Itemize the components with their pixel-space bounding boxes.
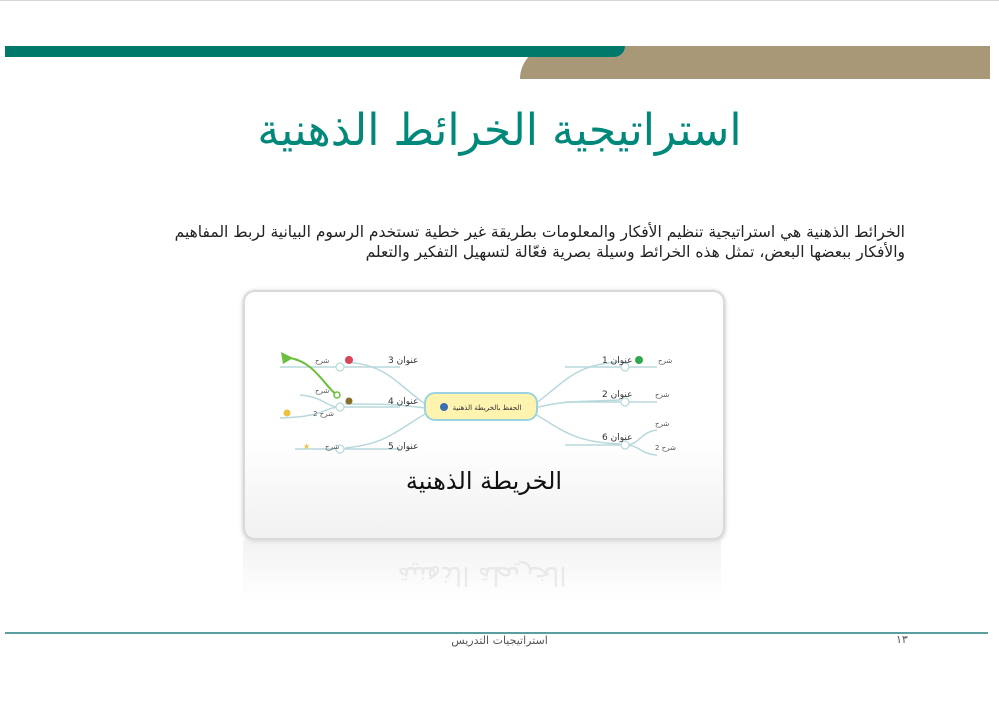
top-border bbox=[0, 0, 999, 1]
topic-4-label: عنوان 4 bbox=[388, 397, 419, 407]
center-node-label: الحفظ بالخريطة الذهنية bbox=[452, 404, 522, 412]
topic-4-note-1: شرح bbox=[315, 387, 330, 395]
topic-1-note: شرح bbox=[658, 357, 673, 365]
slide-body-text: الخرائط الذهنية هي استراتيجية تنظيم الأفكار والمعلومات بطريقة غير خطية تستخدم الرسوم البيانية لربط المفاهيم والأفكار ببعضها البعض، تمثل هذه الخرائط وسيلة بصرية فعّالة لتسهيل التفكير والتعلم bbox=[174, 223, 905, 261]
topic-2-note: شرح bbox=[655, 391, 670, 399]
topic-3-note: شرح bbox=[315, 357, 330, 365]
moon-icon bbox=[284, 410, 291, 417]
topic-6-note-2: شرح 2 bbox=[655, 444, 676, 452]
mindmap-diagram bbox=[245, 292, 723, 538]
star-icon: ★ bbox=[303, 442, 311, 451]
topic-6-note-1: شرح bbox=[655, 420, 670, 428]
page-number: ١٣ bbox=[896, 633, 908, 646]
topic-1-label: عنوان 1 bbox=[602, 356, 633, 366]
card-reflection bbox=[243, 540, 721, 600]
topic-5-label: عنوان 5 bbox=[388, 442, 419, 452]
bee-icon bbox=[346, 398, 353, 405]
topic-5-note: شرح bbox=[325, 443, 340, 451]
topic-3-label: عنوان 3 bbox=[388, 356, 419, 366]
flag-icon bbox=[345, 356, 353, 364]
arrow-head-icon bbox=[281, 352, 293, 364]
slide-title: استراتيجية الخرائط الذهنية bbox=[257, 105, 742, 156]
globe-icon bbox=[440, 403, 448, 411]
footer-title: استراتيجيات التدريس bbox=[451, 634, 548, 647]
check-icon bbox=[635, 356, 643, 364]
topic-2-label: عنوان 2 bbox=[602, 390, 633, 400]
mindmap-caption: الخريطة الذهنية bbox=[405, 467, 563, 495]
mindmap-image-card bbox=[243, 290, 725, 540]
header-band-teal bbox=[5, 46, 625, 57]
topic-6-label: عنوان 6 bbox=[602, 433, 633, 443]
topic-4-note-2: شرح 2 bbox=[313, 410, 334, 418]
reflected-caption: الخريطة الذهنية bbox=[397, 560, 567, 590]
